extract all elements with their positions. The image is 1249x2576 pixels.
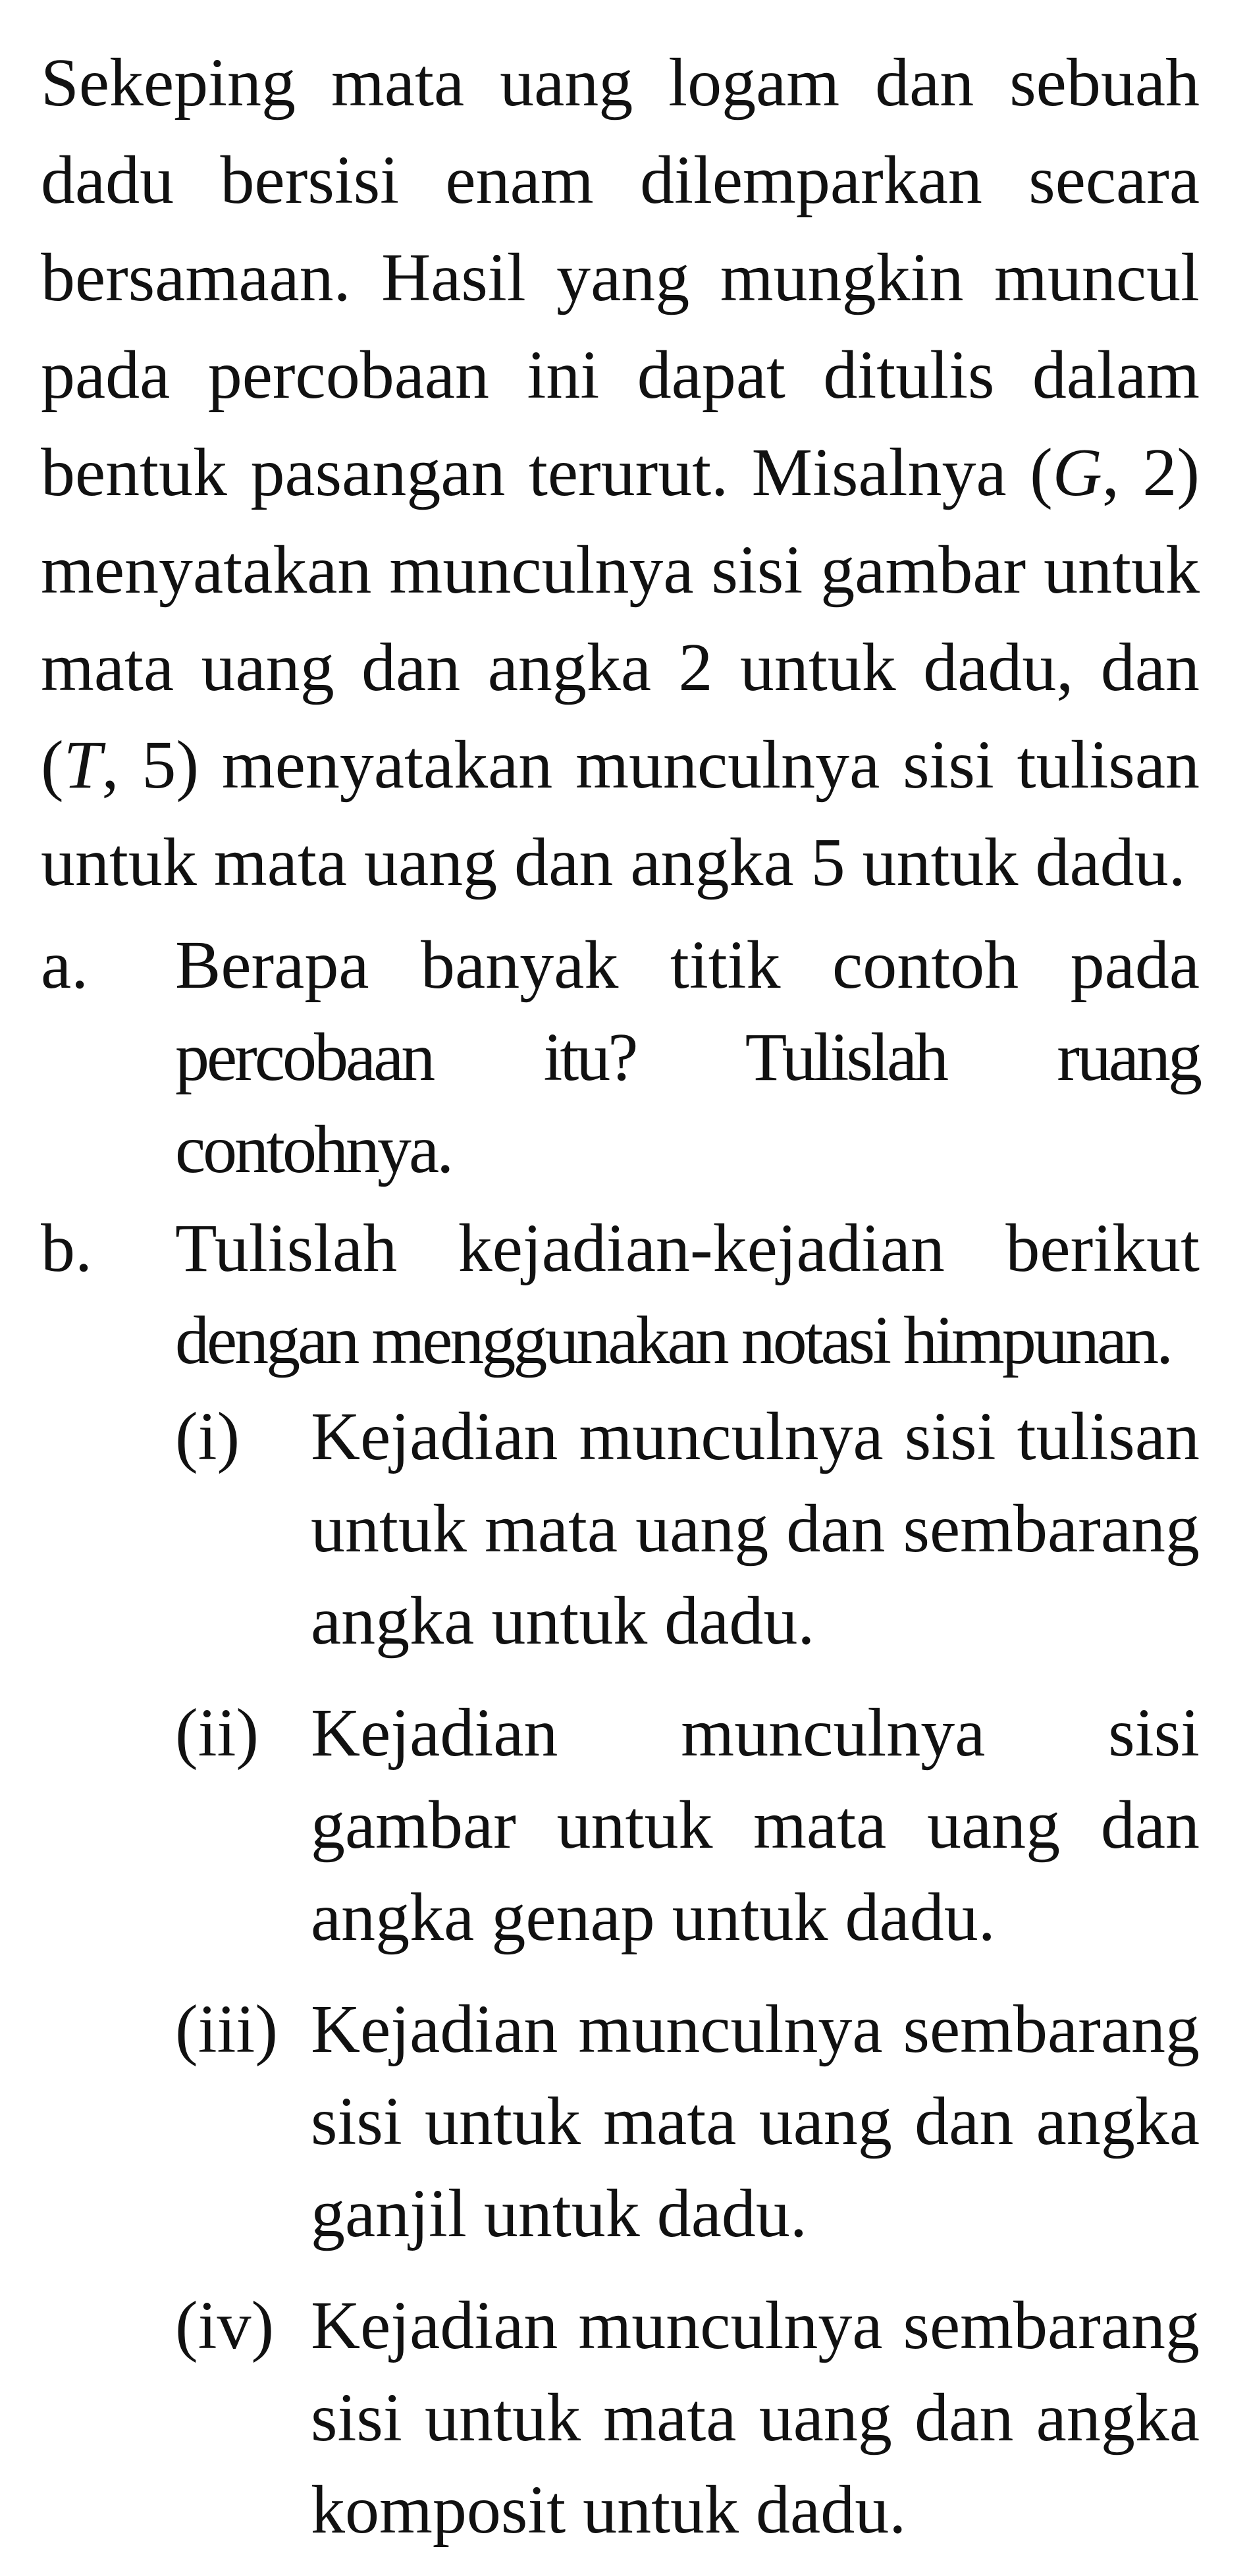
question-b	[41, 1202, 1200, 1387]
problem-page	[41, 34, 1200, 2576]
subitem-iii	[175, 1983, 1200, 2260]
question-b-text-2: dengan menggunakan notasi himpunan.	[175, 1302, 1171, 1378]
subitem-i-text: Kejadian munculnya sisi tulisan untuk mata uang dan sembarang angka untuk dadu.	[311, 1399, 1200, 1659]
subitem-ii-label: (ii)	[175, 1695, 259, 1771]
subitem-iv	[175, 2280, 1200, 2556]
question-b-subitems	[175, 1391, 1200, 2556]
subitem-iv-text: Kejadian munculnya sembarang sisi untuk mata uang dan angka komposit untuk dadu.	[311, 2288, 1200, 2548]
question-a-text	[175, 919, 1200, 1196]
subitem-i	[175, 1391, 1200, 1667]
problem-intro	[41, 34, 1200, 911]
intro-text-2: , 2) menyatakan munculnya sisi gambar untuk mata uang dan angka 2 untuk dadu, dan (	[41, 435, 1200, 803]
question-b-text	[175, 1202, 1200, 1387]
question-a-text-2: percobaan itu? Tulislah ruang contohnya.	[175, 1019, 1200, 1187]
subitem-i-label: (i)	[175, 1399, 240, 1474]
subitem-iv-label: (iv)	[175, 2288, 275, 2363]
question-b-label: b.	[41, 1210, 92, 1286]
intro-text-3: , 5) menyatakan munculnya sisi tulisan untuk mata uang dan angka 5 untuk dadu.	[41, 727, 1200, 900]
question-a-text-1: Berapa banyak titik contoh pada	[175, 927, 1200, 1003]
subitem-iii-text: Kejadian munculnya sembarang sisi untuk mata uang dan angka ganjil untuk dadu.	[311, 1991, 1200, 2251]
intro-variable-t: T	[63, 727, 102, 803]
question-a-label: a.	[41, 927, 89, 1003]
subitem-ii-text: Kejadian munculnya sisi gambar untuk mata uang dan angka genap untuk dadu.	[311, 1695, 1200, 1955]
question-a	[41, 919, 1200, 1196]
subitem-iii-label: (iii)	[175, 1991, 278, 2067]
intro-variable-g: G	[1052, 435, 1102, 510]
question-b-text-1: Tulislah kejadian-kejadian berikut	[175, 1210, 1200, 1286]
intro-text-1: Sekeping mata uang logam dan sebuah dadu bersisi enam dilemparkan secara bersamaan. Hasil yang mungkin muncul pada percobaan ini dapat ditulis dalam bentuk pasangan terurut. Misalnya (	[41, 45, 1200, 510]
subitem-ii	[175, 1687, 1200, 1964]
